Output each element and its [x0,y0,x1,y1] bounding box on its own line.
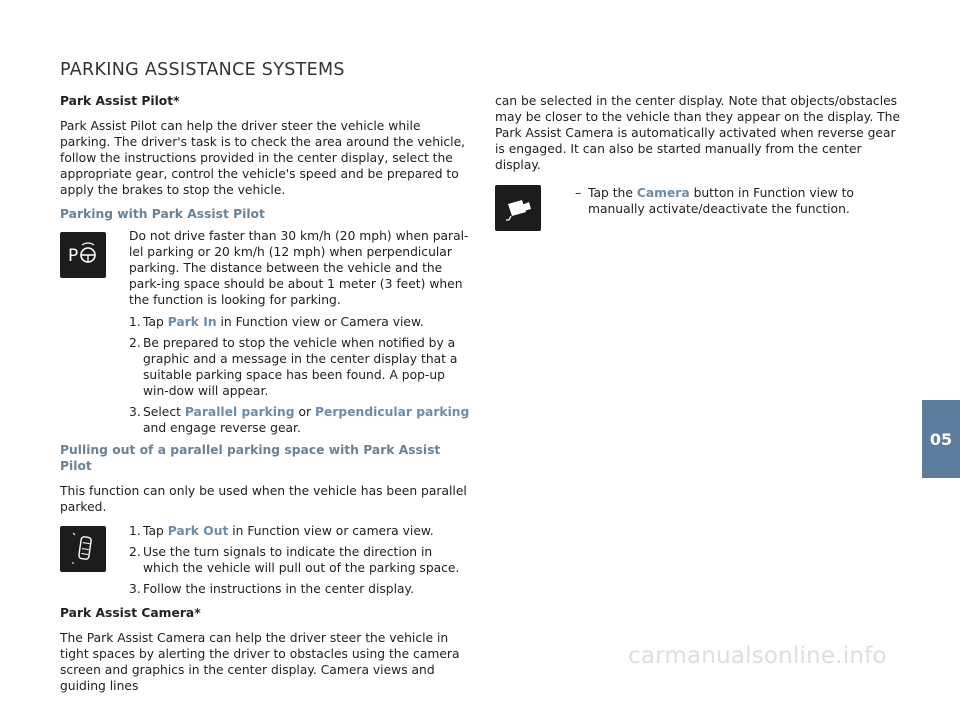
list-item: 3. Follow the instructions in the center display. [129,582,414,596]
park-assist-camera-heading: Park Assist Camera* [60,606,201,620]
page-title: PARKING ASSISTANCE SYSTEMS [60,60,345,80]
parking-heading: Parking with Park Assist Pilot [60,207,265,221]
pullout-steps [129,523,470,597]
right-column [495,93,905,217]
parallel-parking-ref: Parallel parking [184,405,295,419]
park-assist-pilot-heading: Park Assist Pilot* [60,94,180,108]
park-out-button-ref: Park Out [167,524,229,538]
camera-text-continued: can be selected in the center display. Note that objects/obstacles may be closer to the vehicle than they appear on the display. The Park Assist Camera is automatically activated when reverse gear is engaged. It can also be started manually from the center display. [495,94,901,172]
camera-block [495,185,905,217]
pullout-intro: This function can only be used when the vehicle has been parallel parked. [60,484,467,514]
svg-text:P: P [68,246,79,266]
pullout-heading: Pulling out of a parallel parking space with Park Assist Pilot [60,443,441,473]
camera-icon [495,185,541,231]
left-column [60,93,470,704]
camera-button-ref: Camera [636,186,690,200]
park-assist-camera-text: The Park Assist Camera can help the driver steer the vehicle in tight spaces by alerting the driver to obstacles using the camera screen and graphics in the center display. Camera views and guiding lines [60,631,460,693]
perpendicular-parking-ref: Perpendicular parking [315,405,470,419]
park-in-button-ref: Park In [167,315,217,329]
park-out-icon [60,526,106,572]
watermark: carmanualsonline.info [628,643,887,669]
list-item: 1. Tap Park Out in Function view or camera view. [129,524,434,538]
chapter-tab[interactable]: 05 [922,400,960,478]
park-assist-pilot-icon [60,232,106,278]
list-item: 1. Tap Park In in Function view or Camera view. [129,315,424,329]
park-assist-pilot-intro: Park Assist Pilot can help the driver steer the vehicle while parking. The driver's task is to check the area around the vehicle, follow the instructions provided in the center display, select the appropriate gear, control the vehicle's speed and be prepared to apply the brakes to stop the vehicle. [60,119,466,197]
list-item: 3. Select Parallel parking or Perpendicular parking and engage reverse gear. [129,405,470,435]
list-item: 2. Be prepared to stop the vehicle when notified by a graphic and a message in the center display that a suitable parking space has been found. A pop-up win-dow will appear. [129,336,458,398]
list-item: 2. Use the turn signals to indicate the direction in which the vehicle will pull out of the parking space. [129,545,460,575]
parking-text: Do not drive faster than 30 km/h (20 mph) when paral-lel parking or 20 km/h (12 mph) when perpendicular parking. The distance between the vehicle and the park-ing space should be about 1 meter (3 feet) when the function is looking for parking. [129,229,469,307]
parking-steps [129,314,470,436]
pullout-block [60,523,470,597]
parking-block [60,228,470,436]
camera-instruction: – Tap the Camera button in Function view to manually activate/deactivate the function. [575,186,854,216]
